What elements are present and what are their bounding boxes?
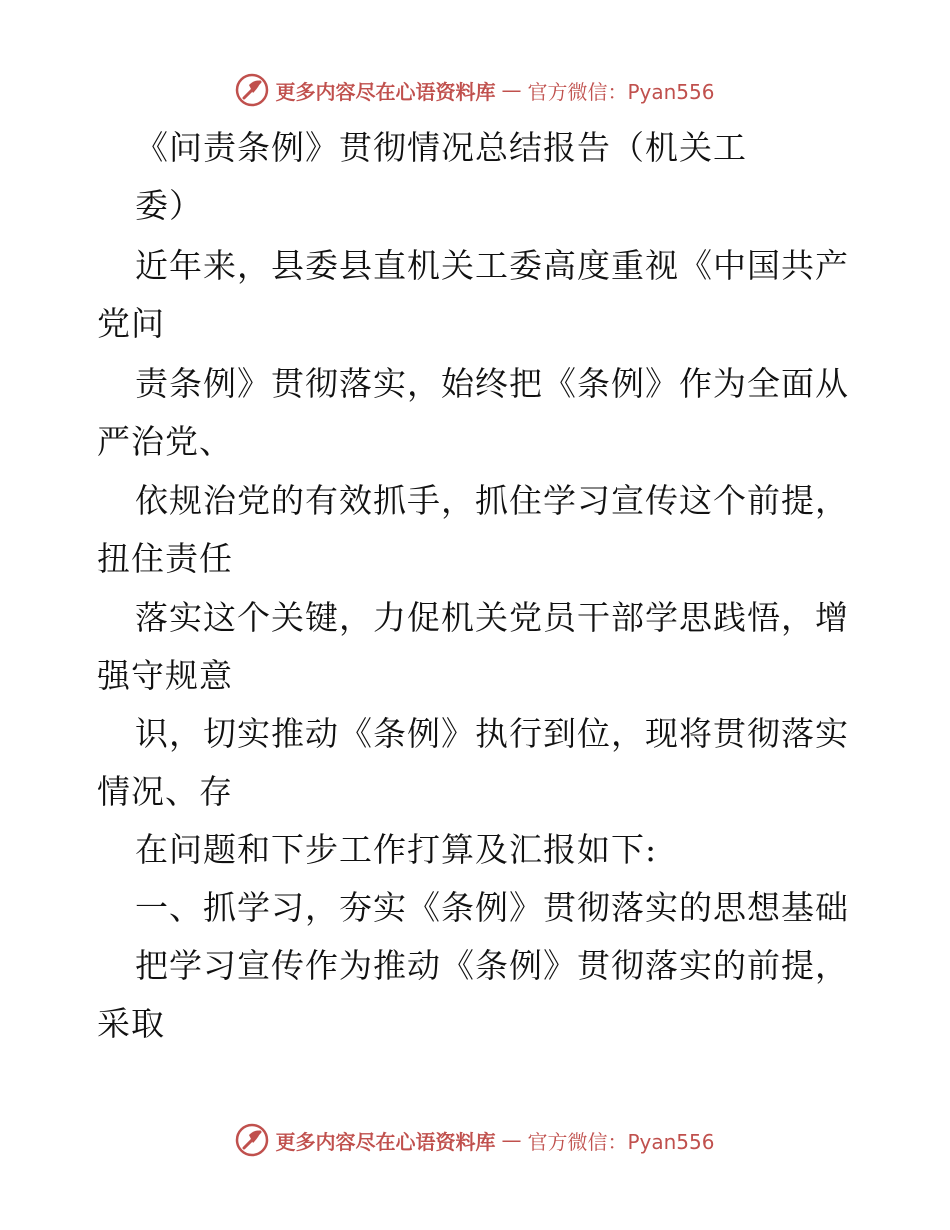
paragraph-line: 强守规意 (97, 656, 233, 695)
watermark-wechat-text: 官方微信：Pyan556 (527, 1129, 715, 1154)
quill-logo-icon (235, 73, 269, 107)
quill-logo-icon (235, 1123, 269, 1157)
section-heading: 一、抓学习，夯实《条例》贯彻落实的思想基础 (135, 888, 849, 927)
paragraph-line: 近年来，县委县直机关工委高度重视《中国共产 (135, 246, 849, 285)
watermark-separator: — (501, 78, 522, 102)
paragraph-line: 识，切实推动《条例》执行到位，现将贯彻落实 (135, 714, 849, 753)
paragraph-line: 严治党、 (97, 422, 233, 461)
paragraph-line: 党问 (97, 304, 165, 343)
document-title-line-1: 《问责条例》贯彻情况总结报告（机关工 (135, 128, 747, 167)
paragraph-line: 责条例》贯彻落实，始终把《条例》作为全面从 (135, 364, 849, 403)
watermark-separator: — (501, 1128, 522, 1152)
paragraph-line: 情况、存 (97, 772, 233, 811)
watermark-site-text: 更多内容尽在心语资料库 (275, 79, 496, 104)
paragraph-line: 把学习宣传作为推动《条例》贯彻落实的前提， (135, 946, 849, 985)
paragraph-line: 落实这个关键，力促机关党员干部学思践悟，增 (135, 598, 849, 637)
header-watermark (0, 70, 950, 110)
watermark-site-text: 更多内容尽在心语资料库 (275, 1129, 496, 1154)
watermark-wechat-text: 官方微信：Pyan556 (527, 79, 715, 104)
document-title-line-2: 委） (135, 186, 203, 225)
paragraph-line: 依规治党的有效抓手，抓住学习宣传这个前提， (135, 481, 849, 520)
paragraph-line: 扭住责任 (97, 539, 233, 578)
footer-watermark (0, 1120, 950, 1160)
paragraph-line: 在问题和下步工作打算及汇报如下: (135, 830, 658, 869)
paragraph-line: 采取 (97, 1004, 165, 1043)
